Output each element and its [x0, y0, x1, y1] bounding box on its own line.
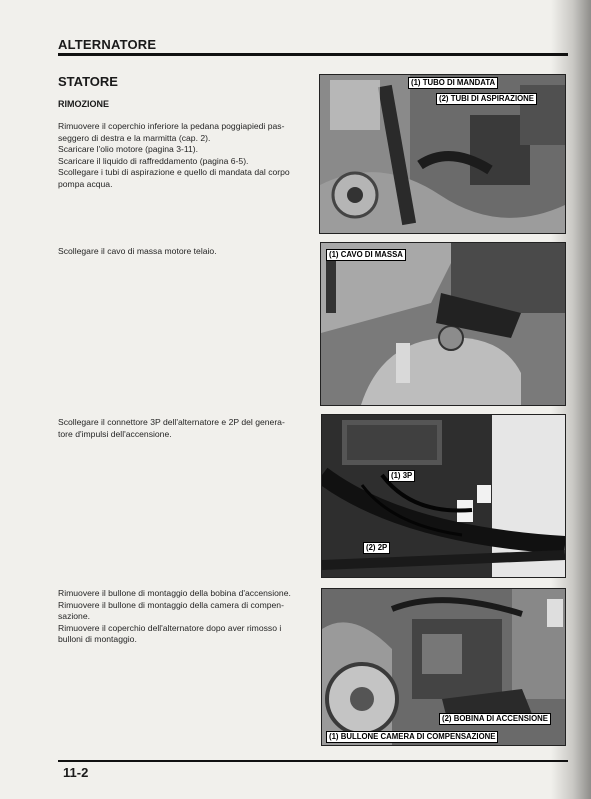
text-line: sazione.	[58, 611, 91, 622]
step-4-text	[58, 588, 310, 646]
text-line: seggero di destra e la marmitta (cap. 2).	[58, 132, 211, 143]
step-1-text	[58, 121, 310, 191]
engine-photo-illustration	[322, 415, 565, 577]
text-line: Scaricare il liquido di raffreddamento (pagina 6-5).	[58, 155, 249, 166]
footer-divider	[58, 760, 568, 762]
page-number: 11-2	[63, 765, 89, 780]
text-line: tore d'impulsi dell'accensione.	[58, 428, 172, 439]
step-2-text	[58, 246, 310, 258]
photo-ignition-coil	[321, 588, 566, 746]
photo-label: (1) BULLONE CAMERA DI COMPENSAZIONE	[326, 731, 498, 743]
photo-ground-cable	[320, 242, 566, 406]
photo-water-pump-hoses	[319, 74, 566, 234]
photo-connectors	[321, 414, 566, 578]
text-line: Scollegare il connettore 3P dell'alternatore e 2P del genera-	[58, 417, 285, 427]
text-line: Rimuovere il coperchio dell'alternatore dopo aver rimosso i	[58, 622, 282, 633]
chapter-title: ALTERNATORE	[58, 37, 157, 52]
text-line: Rimuovere il bullone di montaggio della bobina d'accensione.	[58, 588, 291, 598]
photo-label: (1) CAVO DI MASSA	[326, 249, 406, 261]
photo-label: (2) 2P	[363, 542, 390, 554]
photo-label: (2) BOBINA DI ACCENSIONE	[439, 713, 551, 725]
text-line: Scollegare i tubi di aspirazione e quello di mandata dal corpo	[58, 167, 290, 178]
text-line: Scollegare il cavo di massa motore telaio.	[58, 246, 217, 256]
engine-photo-illustration	[321, 243, 565, 405]
text-line: pompa acqua.	[58, 178, 113, 189]
text-line: Scaricare l'olio motore (pagina 3-11).	[58, 144, 199, 155]
subsection-title: RIMOZIONE	[58, 99, 109, 109]
photo-label: (2) TUBI DI ASPIRAZIONE	[436, 93, 537, 105]
section-title: STATORE	[58, 74, 118, 89]
text-line: bulloni di montaggio.	[58, 634, 137, 645]
photo-label: (1) 3P	[388, 470, 415, 482]
step-3-text	[58, 417, 310, 440]
header-divider	[58, 53, 568, 56]
text-line: Rimuovere il coperchio inferiore la pedana poggiapiedi pas-	[58, 121, 285, 131]
text-line: Rimuovere il bullone di montaggio della camera di compen-	[58, 599, 284, 610]
photo-label: (1) TUBO DI MANDATA	[408, 77, 498, 89]
